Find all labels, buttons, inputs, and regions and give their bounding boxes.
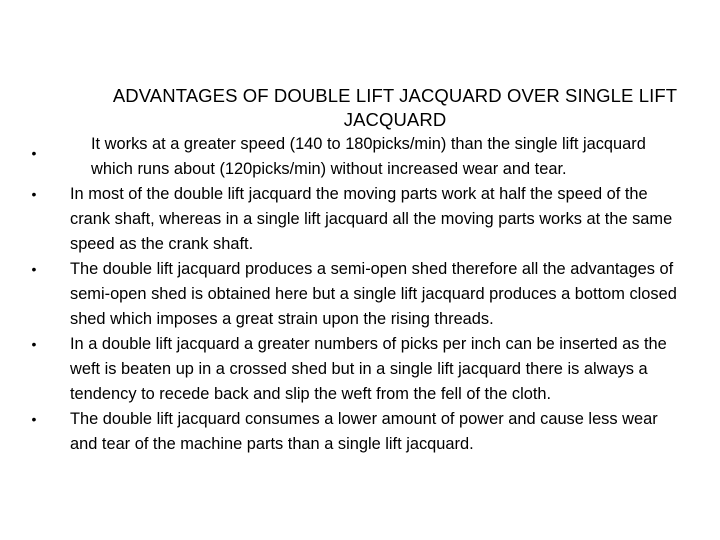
bullet-icon: • xyxy=(31,145,37,161)
bullet-text: The double lift jacquard consumes a lower amount of power and cause less wear and tear of the machine parts than a single lift jacquard. xyxy=(70,410,658,453)
bullet-item xyxy=(27,182,687,257)
bullet-item xyxy=(27,132,687,182)
bullet-item xyxy=(27,332,687,407)
bullet-item xyxy=(27,257,687,332)
bullet-text: It works at a greater speed (140 to 180picks/min) than the single lift jacquard which runs about (120picks/min) without increased wear and tear. xyxy=(91,135,646,178)
bullet-text: The double lift jacquard produces a semi-open shed therefore all the advantages of semi-open shed is obtained here but a single lift jacquard produces a bottom closed shed which imposes a great strain upon the rising threads. xyxy=(70,260,677,328)
bullet-icon: • xyxy=(31,336,37,352)
bullet-text: In most of the double lift jacquard the moving parts work at half the speed of the crank shaft, whereas in a single lift jacquard all the moving parts works at the same speed as the crank shaft. xyxy=(70,185,673,253)
bullet-text: In a double lift jacquard a greater numbers of picks per inch can be inserted as the weft is beaten up in a crossed shed but in a single lift jacquard there is always a tendency to recede back and slip the weft from the fell of the cloth. xyxy=(70,335,667,403)
bullet-icon: • xyxy=(31,261,37,277)
bullet-icon: • xyxy=(31,411,37,427)
bullet-icon: • xyxy=(31,186,37,202)
bullet-item xyxy=(27,407,687,457)
slide-title: ADVANTAGES OF DOUBLE LIFT JACQUARD OVER SINGLE LIFT JACQUARD xyxy=(112,85,678,130)
bullet-list xyxy=(27,132,687,457)
